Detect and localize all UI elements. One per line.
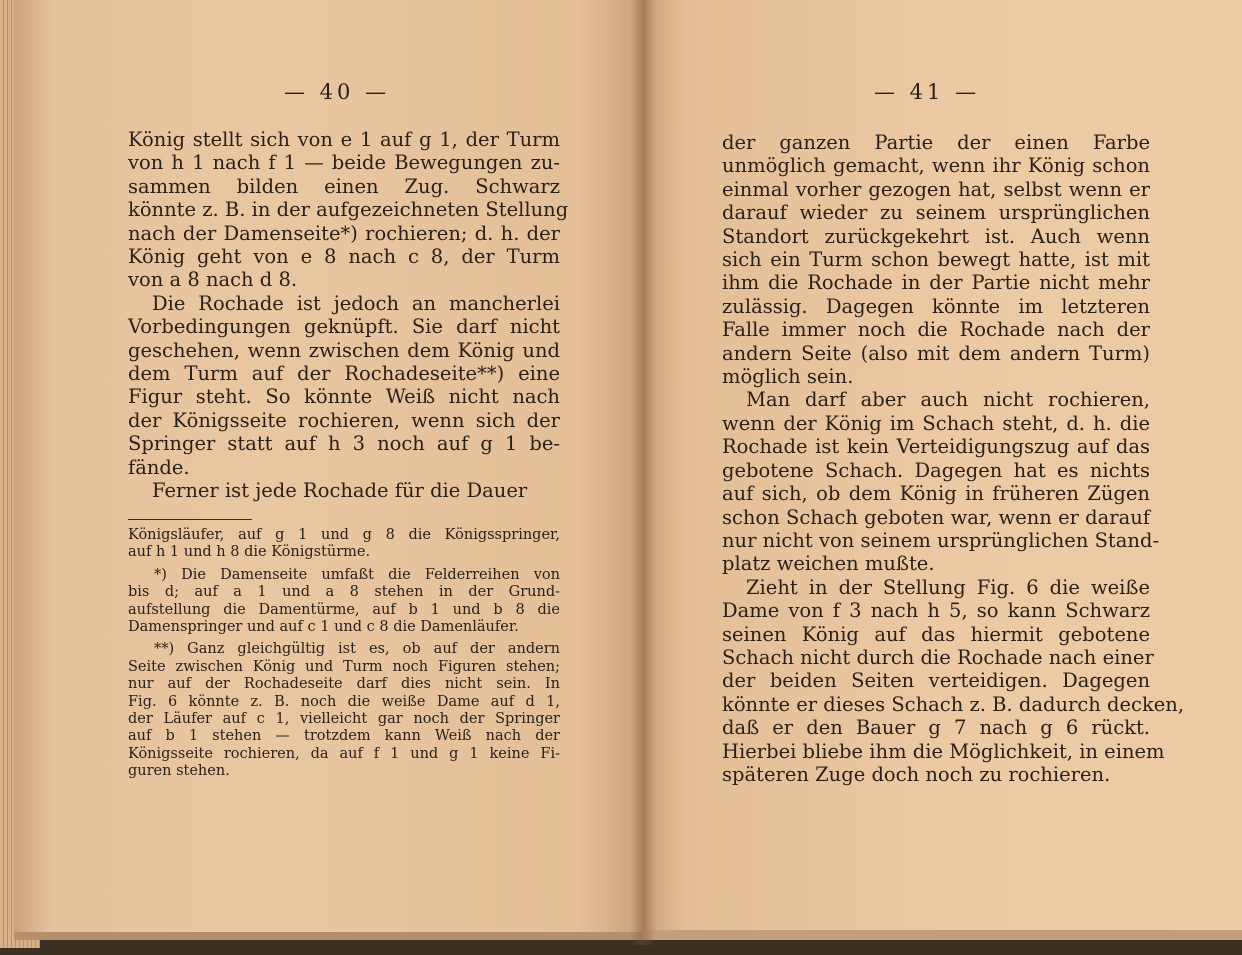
page-number-right: — 41 — <box>874 80 981 104</box>
text-line: von a 8 nach d 8. <box>128 268 298 292</box>
text-line: König geht von e 8 nach c 8, der Turm <box>128 245 560 269</box>
text-line: darauf wieder zu seinem ursprünglichen <box>722 201 1150 225</box>
text-line: daß er den Bauer g 7 nach g 6 rückt. <box>722 716 1150 740</box>
footnote-line: nur auf der Rochadeseite darf dies nicht sein. In <box>128 676 560 693</box>
text-line: Hierbei bliebe ihm die Möglichkeit, in einem <box>722 739 1165 763</box>
text-line: wenn der König im Schach steht, d. h. die <box>722 411 1150 435</box>
footnote-line: Seite zwischen König und Turm noch Figuren stehen; <box>128 658 560 675</box>
text-line: könnte z. B. in der aufgezeichneten Stellung <box>128 198 569 222</box>
footnote-line: auf h 1 und h 8 die Königstürme. <box>128 544 371 561</box>
text-line: sich ein Turm schon bewegt hatte, ist mit <box>722 248 1150 272</box>
text-line: der ganzen Partie der einen Farbe <box>722 131 1150 154</box>
footnote-rule <box>128 519 252 520</box>
text-line: Schach nicht durch die Rochade nach einer <box>722 645 1154 669</box>
right-page <box>642 0 1242 940</box>
text-line: Zieht in der Stellung Fig. 6 die weiße <box>746 575 1150 599</box>
text-line: König stellt sich von e 1 auf g 1, der Turm <box>128 128 560 151</box>
text-line: Man darf aber auch nicht rochieren, <box>746 388 1150 412</box>
text-line: möglich sein. <box>722 365 854 389</box>
text-line: der beiden Seiten verteidigen. Dagegen <box>722 669 1150 693</box>
footnote-line: Königsseite rochieren, da auf f 1 und g 1 keine Fi- <box>128 745 560 762</box>
text-line: Die Rochade ist jedoch an mancherlei <box>152 291 560 315</box>
footnote-line: auf b 1 stehen — trotzdem kann Weiß nach der <box>128 728 560 745</box>
text-line: platz weichen mußte. <box>722 552 935 576</box>
text-line: nur nicht von seinem ursprünglichen Stand- <box>722 528 1160 552</box>
text-line: geschehen, wenn zwischen dem König und <box>128 338 560 362</box>
left-page <box>14 0 642 940</box>
text-line: gebotene Schach. Dagegen hat es nichts <box>722 458 1150 482</box>
footnote-line: aufstellung die Damentürme, auf b 1 und b 8 die <box>128 601 560 618</box>
footnote-line: der Läufer auf c 1, vielleicht gar noch der Springer <box>128 711 560 728</box>
page-number-left: — 40 — <box>284 80 391 104</box>
text-line: Rochade ist kein Verteidigungszug auf das <box>722 435 1150 459</box>
text-line: einmal vorher gezogen hat, selbst wenn er <box>722 177 1150 201</box>
footnote-line: **) Ganz gleichgültig ist es, ob auf der andern <box>154 641 560 658</box>
text-line: späteren Zuge doch noch zu rochieren. <box>722 762 1111 786</box>
footnotes <box>128 527 560 781</box>
footnote-line: Fig. 6 könnte z. B. noch die weiße Dame auf d 1, <box>128 693 560 710</box>
text-line: Figur steht. So könnte Weiß nicht nach <box>128 385 560 409</box>
text-line: auf sich, ob dem König in früheren Zügen <box>722 482 1150 506</box>
footnote-line: bis d; auf a 1 und a 8 stehen in der Grund- <box>128 584 560 601</box>
footnote-line: Damenspringer und auf c 1 und c 8 die Damenläufer. <box>128 619 519 636</box>
text-line: ihm die Rochade in der Partie nicht mehr <box>722 271 1150 295</box>
footnote-line: guren stehen. <box>128 763 230 780</box>
text-line: schon Schach geboten war, wenn er darauf <box>722 505 1150 529</box>
text-line: unmöglich gemacht, wenn ihr König schon <box>722 154 1150 178</box>
text-line: fände. <box>128 455 190 479</box>
text-line: Springer statt auf h 3 noch auf g 1 be- <box>128 432 560 456</box>
text-line: dem Turm auf der Rochadeseite**) eine <box>128 362 560 386</box>
text-line: Standort zurückgekehrt ist. Auch wenn <box>722 224 1150 248</box>
text-line: Falle immer noch die Rochade nach der <box>722 318 1150 342</box>
text-line: sammen bilden einen Zug. Schwarz <box>128 174 560 198</box>
text-line: von h 1 nach f 1 — beide Bewegungen zu- <box>128 151 560 175</box>
text-line: seinen König auf das hiermit gebotene <box>722 622 1150 646</box>
text-line: Vorbedingungen geknüpft. Sie darf nicht <box>128 315 560 339</box>
text-line: Dame von f 3 nach h 5, so kann Schwarz <box>722 599 1150 623</box>
footnote-line: Königsläufer, auf g 1 und g 8 die Königsspringer, <box>128 527 560 543</box>
book-gutter <box>630 0 656 945</box>
right-page-text <box>722 131 1185 786</box>
text-line: der Königsseite rochieren, wenn sich der <box>128 408 560 432</box>
footnote-line: *) Die Damenseite umfaßt die Felderreihen von <box>154 566 560 583</box>
text-line: andern Seite (also mit dem andern Turm) <box>722 341 1150 365</box>
text-line: nach der Damenseite*) rochieren; d. h. der <box>128 221 560 245</box>
text-line: zulässig. Dagegen könnte im letzteren <box>722 294 1150 318</box>
text-line: Ferner ist jede Rochade für die Dauer <box>152 479 528 503</box>
left-page-text <box>128 128 569 503</box>
text-line: könnte er dieses Schach z. B. dadurch decken, <box>722 692 1185 716</box>
